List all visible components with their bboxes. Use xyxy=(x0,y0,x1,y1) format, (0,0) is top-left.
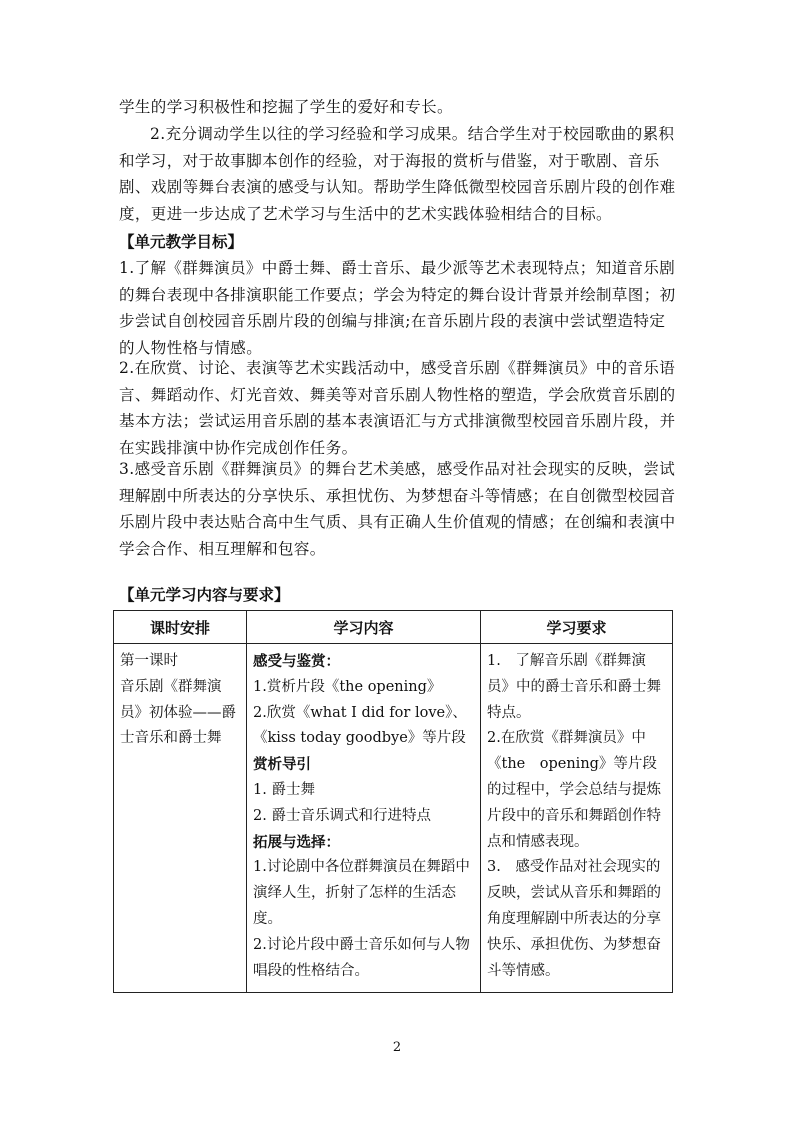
goal-3: 3.感受音乐剧《群舞演员》的舞台艺术美感，感受作品对社会现实的反映，尝试理解剧中所表达的分享快乐、承担忧伤、为梦想奋斗等情感；在自创微型校园音乐剧片段中表达贴合高中生气质、具有正确人生价值观的情感；在创编和表演中学会合作、相互理解和包容。 xyxy=(119,460,676,558)
cell-schedule xyxy=(114,644,247,993)
cell-requirements xyxy=(481,644,673,993)
content-item: 1. 爵士舞 xyxy=(253,781,315,798)
page-number: 2 xyxy=(392,1040,402,1055)
cell-content xyxy=(247,644,481,993)
content-item: 1.赏析片段《the opening》 xyxy=(253,678,442,695)
header-requirements: 学习要求 xyxy=(481,611,673,644)
table-row xyxy=(114,644,673,993)
content-heading-appreciation: 感受与鉴赏： xyxy=(253,653,340,670)
content-item: 2.讨论片段中爵士音乐如何与人物唱段的性格结合。 xyxy=(253,936,470,979)
requirement-item: 2.在欣赏《群舞演员》中《the opening》等片段的过程中，学会总结与提炼片段中的音乐和舞蹈创作特点和情感表现。 xyxy=(487,730,661,850)
content-heading-extension: 拓展与选择： xyxy=(253,833,340,851)
header-content: 学习内容 xyxy=(247,611,481,644)
requirement-item: 1. 了解音乐剧《群舞演员》中的爵士音乐和爵士舞特点。 xyxy=(487,653,661,721)
goal-1: 1.了解《群舞演员》中爵士舞、爵士音乐、最少派等艺术表现特点；知道音乐剧的舞台表现中各排演职能工作要点；学会为特定的舞台设计背景并绘制草图；初步尝试自创校园音乐剧片段的创编与排演;在音乐剧片段的表演中尝试塑造特定的人物性格与情感。 xyxy=(119,259,676,357)
content-item: 2.欣赏《what I did for love》、《kiss today goodbye》等片段 xyxy=(253,704,467,747)
requirement-item: 3. 感受作品对社会现实的反映，尝试从音乐和舞蹈的角度理解剧中所表达的分享快乐、承担优伤、为梦想奋斗等情感。 xyxy=(487,859,661,979)
lesson-number: 第一课时 xyxy=(120,653,178,669)
unit-content-heading: 【单元学习内容与要求】 xyxy=(119,585,290,604)
lesson-table xyxy=(113,610,673,993)
paragraph-point-2: 2.充分调动学生以往的学习经验和学习成果。结合学生对于校园歌曲的累积和学习，对于故事脚本创作的经验，对于海报的赏析与借鉴，对于歌剧、音乐剧、戏剧等舞台表演的感受与认知。帮助学生降低微型校园音乐剧片段的创作难度，更进一步达成了艺术学习与生活中的艺术实践体验相结合的目标。 xyxy=(119,125,676,223)
header-schedule: 课时安排 xyxy=(114,611,247,644)
lesson-title: 音乐剧《群舞演员》初体验——爵士音乐和爵士舞 xyxy=(120,678,236,747)
content-heading-guide: 赏析导引 xyxy=(253,756,311,774)
content-item: 2. 爵士音乐调式和行进特点 xyxy=(253,807,431,824)
paragraph-intro-end: 学生的学习积极性和挖掘了学生的爱好和专长。 xyxy=(119,98,453,116)
goal-2: 2.在欣赏、讨论、表演等艺术实践活动中，感受音乐剧《群舞演员》中的音乐语言、舞蹈动作、灯光音效、舞美等对音乐剧人物性格的塑造，学会欣赏音乐剧的基本方法；尝试运用音乐剧的基本表演语汇与方式排演微型校园音乐剧片段，并在实践排演中协作完成创作任务。 xyxy=(119,359,676,457)
content-item: 1.讨论剧中各位群舞演员在舞蹈中演绎人生，折射了怎样的生活态度。 xyxy=(253,859,470,927)
unit-goals-heading: 【单元教学目标】 xyxy=(119,232,244,251)
table-header-row xyxy=(114,611,673,644)
